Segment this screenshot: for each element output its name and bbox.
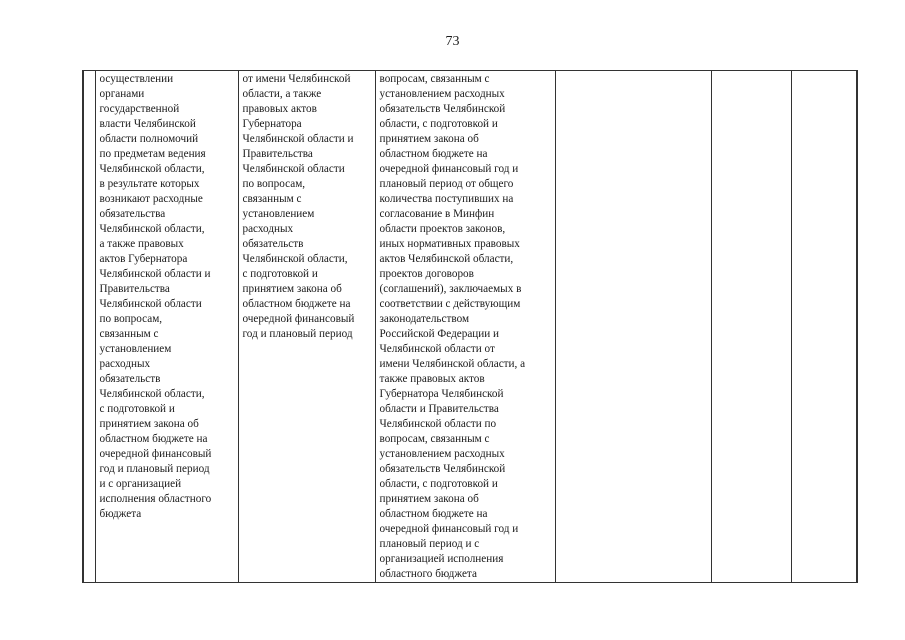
cell-indicator-description: вопросам, связанным с установлением расходных обязательств Челябинской области, с подготовкой и принятием закона об областном бюджете на очередной финансовый год и плановый период от общего количества поступивших на согласование в Минфин области проектов законов, иных нормативных правовых актов Челябинской области, проектов договоров (соглашений), заключаемых в соответствии с действующим законодательством Российской Федерации и Челябинской области от имени Челябинской области, а также правовых актов Губернатора Челябинской области и Правительства Челябинской области по вопросам, связанным с установлением расходных обязательств Челябинской области, с подготовкой и принятием закона об областном бюджете на очередной финансовый год и плановый период и с организацией исполнения областного бюджета [375,71,555,583]
table-row [83,71,857,583]
page-number: 73 [445,34,460,49]
cell-row-number [83,71,95,583]
budget-obligations-table [82,70,858,583]
cell-empty-7 [791,71,857,583]
cell-legal-acts: от имени Челябинской области, а также правовых актов Губернатора Челябинской области и Правительства Челябинской области по вопросам, связанным с установлением расходных обязательств Челябинской области, с подготовкой и принятием закона об областном бюджете на очередной финансовый год и плановый период [238,71,375,583]
cell-empty-6 [711,71,791,583]
cell-empty-5 [555,71,711,583]
cell-activity-description: осуществлении органами государственной власти Челябинской области полномочий по предметам ведения Челябинской области, в результате которых возникают расходные обязательства Челябинской области, а также правовых актов Губернатора Челябинской области и Правительства Челябинской области по вопросам, связанным с установлением расходных обязательств Челябинской области, с подготовкой и принятием закона об областном бюджете на очередной финансовый год и плановый период и с организацией исполнения областного бюджета [95,71,238,583]
